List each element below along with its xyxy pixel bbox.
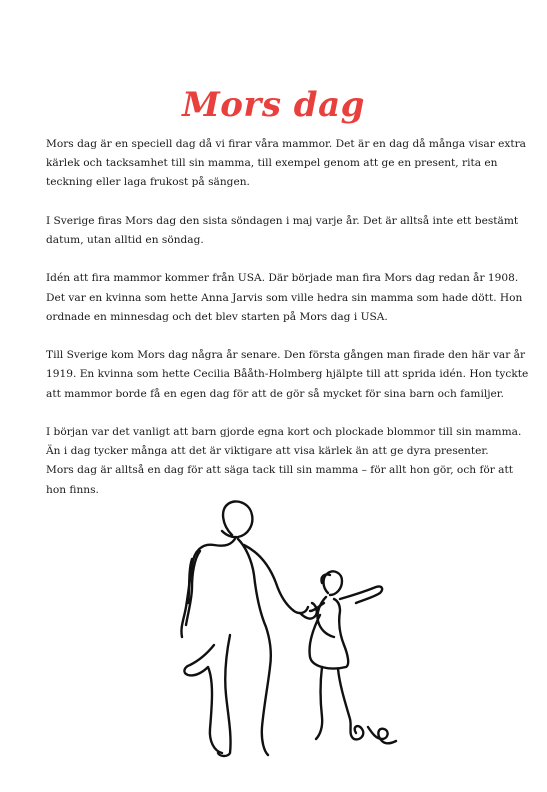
text-line: Idén att fira mammor kommer från USA. Där började man fira Mors dag redan år 1908. xyxy=(46,272,519,285)
mother-back-leg xyxy=(184,645,222,753)
child-raised-arm xyxy=(340,586,382,603)
text-line: Mors dag är alltså en dag för att säga tack till sin mamma – för allt hon gör, och för att xyxy=(46,464,513,477)
paragraph-traditions xyxy=(46,423,522,500)
mother-and-child-illustration xyxy=(170,495,410,760)
paragraph-intro xyxy=(46,135,527,193)
text-line: hon finns. xyxy=(46,483,99,496)
mother-front-leg xyxy=(218,635,231,756)
text-line: 1919. En kvinna som hette Cecilia Bååth-Holmberg hjälpte till att sprida idén. Hon tyckte xyxy=(46,368,529,381)
paragraph-usa-origin xyxy=(46,269,523,327)
paragraph-sweden-history xyxy=(46,346,529,404)
page-title: Mors dag xyxy=(182,84,365,125)
article-body xyxy=(46,135,529,500)
text-line: teckning eller laga frukost på sängen. xyxy=(46,176,250,189)
mother-dress xyxy=(238,539,271,755)
text-line: ordnade en minnesdag och det blev starten på Mors dag i USA. xyxy=(46,310,388,323)
text-line: Till Sverige kom Mors dag några år senare. Den första gången man firade den här var år xyxy=(46,349,526,362)
child-legs xyxy=(316,667,363,739)
text-line: att mammor borde få en egen dag för att de gör så mycket för sina barn och familjer. xyxy=(46,387,505,400)
text-line: I Sverige firas Mors dag den sista söndagen i maj varje år. Det är alltså inte ett bestämt xyxy=(46,214,519,227)
text-line: Det var en kvinna som hette Anna Jarvis som ville hedra sin mamma som hade dött. Hon xyxy=(46,291,523,304)
child-hair xyxy=(321,574,330,583)
text-line: kärlek och tacksamhet till sin mamma, till exempel genom att ge en present, rita en xyxy=(46,157,498,170)
ground-line xyxy=(368,727,396,743)
text-line: Mors dag är en speciell dag då vi firar våra mammor. Det är en dag då många visar extra xyxy=(46,138,527,150)
text-line: datum, utan alltid en söndag. xyxy=(46,234,204,246)
text-line: I början var det vanligt att barn gjorde egna kort och plockade blommor till sin mamma. xyxy=(46,425,522,438)
text-line: Än i dag tycker många att det är viktigare att visa kärlek än att ge dyra presenter. xyxy=(46,445,489,458)
mother-head xyxy=(222,501,252,537)
paragraph-sweden-date xyxy=(46,212,519,250)
